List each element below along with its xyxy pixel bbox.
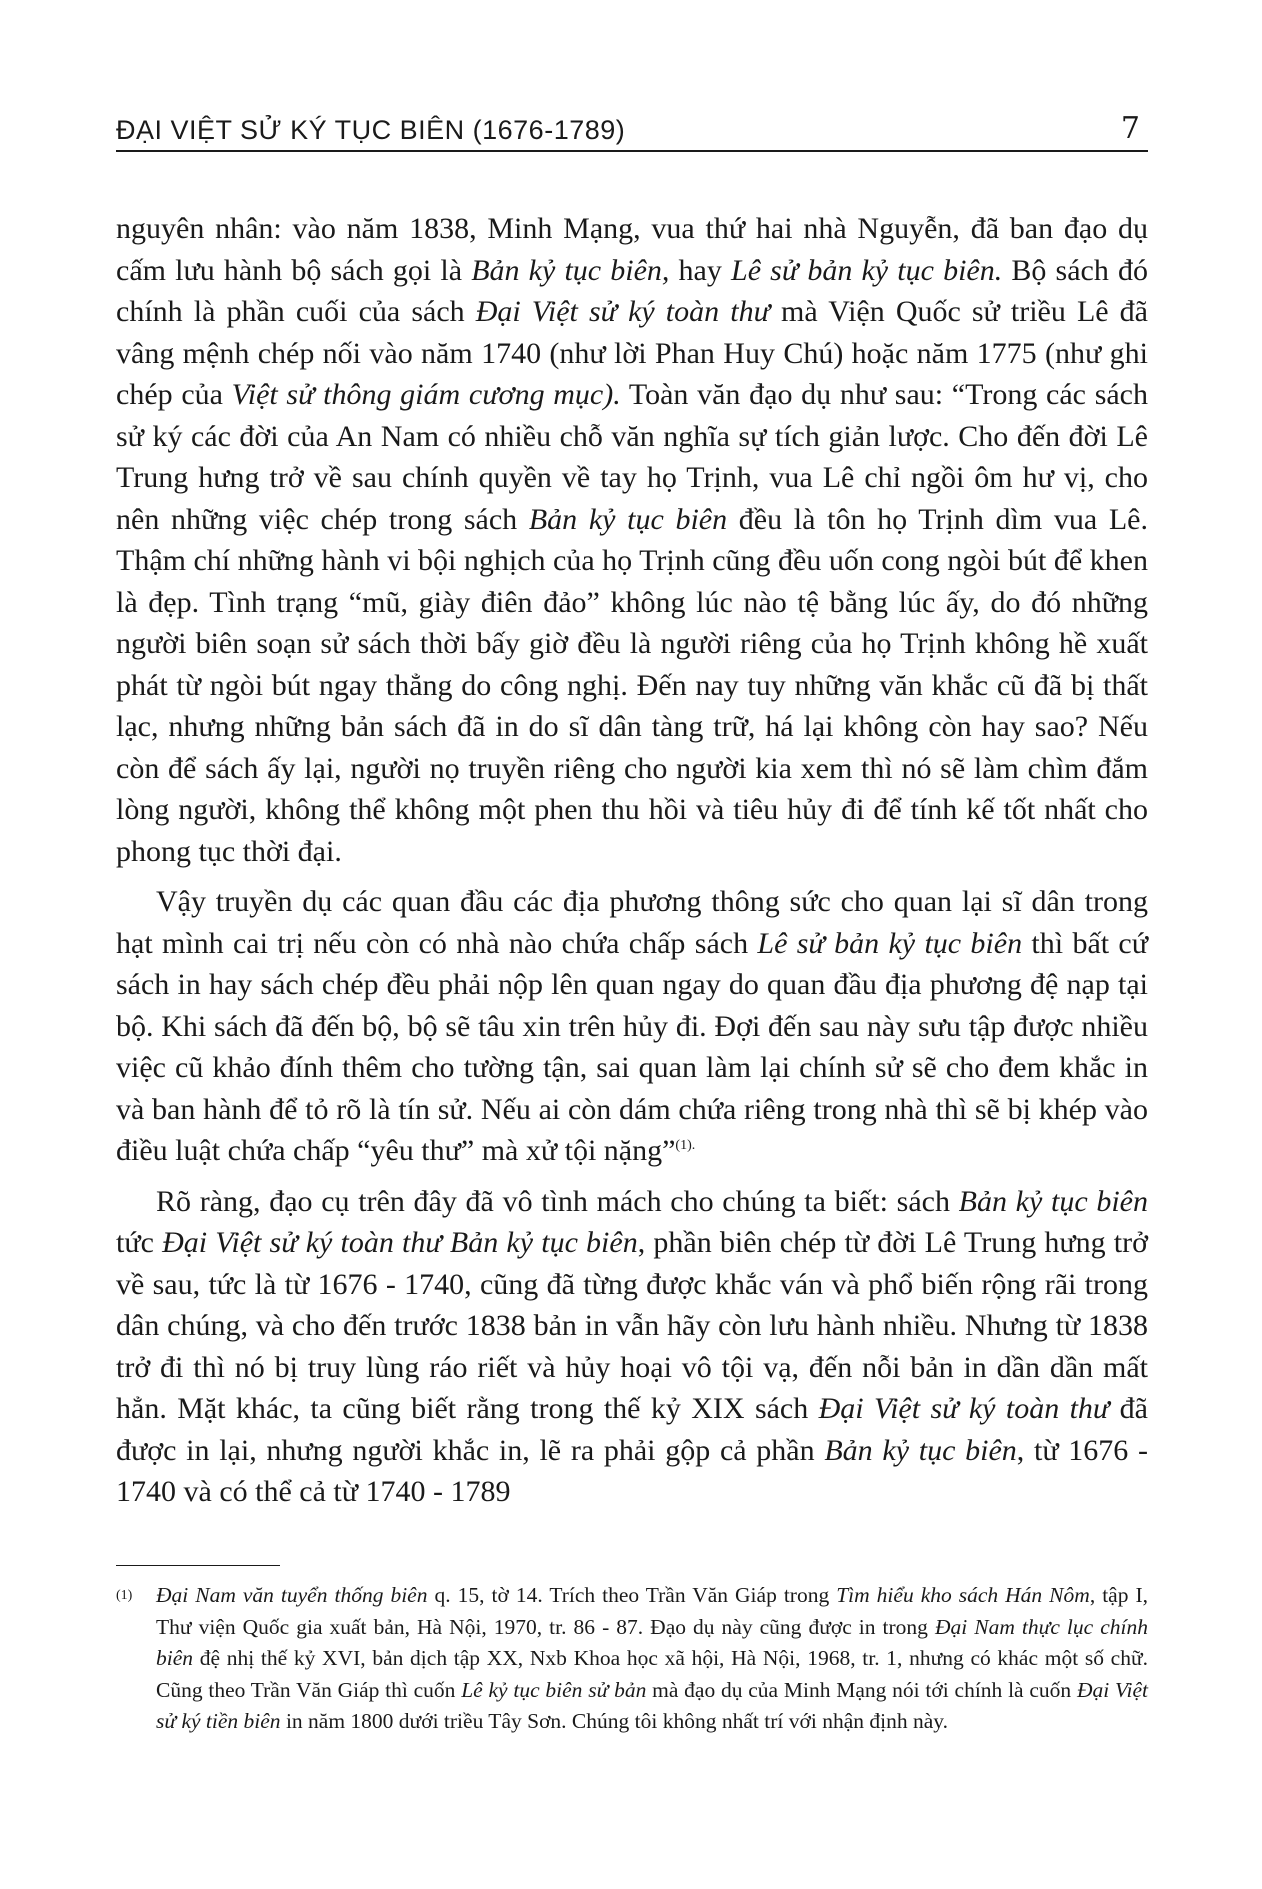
header-title: ĐẠI VIỆT SỬ KÝ TỤC BIÊN (1676-1789) xyxy=(116,115,626,145)
italic-title: Việt sử thông giám cương mục). xyxy=(231,378,621,411)
italic-title: Đại Nam thực lục chính biên xyxy=(156,1614,1148,1670)
paragraph: nguyên nhân: vào năm 1838, Minh Mạng, vua thứ hai nhà Nguyễn, đã ban đạo dụ cấm lưu hành bộ sách gọi là Bản kỷ tục biên, hay Lê sử bản kỷ tục biên. Bộ sách đó chính là phần cuối của sách Đại Việt sử ký toàn thư mà Viện Quốc sử triều Lê đã vâng mệnh chép nối vào năm 1740 (như lời Phan Huy Chú) hoặc năm 1775 (như ghi chép của Việt sử thông giám cương mục). Toàn văn đạo dụ như sau: “Trong các sách sử ký các đời của An Nam có nhiều chỗ văn nghĩa sự tích giản lược. Cho đến đời Lê Trung hưng trở về sau chính quyền về tay họ Trịnh, vua Lê chỉ ngồi ôm hư vị, cho nên những việc chép trong sách Bản kỷ tục biên đều là tôn họ Trịnh dìm vua Lê. Thậm chí những hành vi bội nghịch của họ Trịnh cũng đều uốn cong ngòi bút để khen là đẹp. Tình trạng “mũ, giày điên đảo” không lúc nào tệ bằng lúc ấy, do đó những người biên soạn sử sách thời bấy giờ đều là người riêng của họ Trịnh không hề xuất phát từ ngòi bút ngay thẳng do công nghị. Đến nay tuy những văn khắc cũ đã bị thất lạc, nhưng những bản sách đã in do sĩ dân tàng trữ, há lại không còn hay sao? Nếu còn để sách ấy lại, người nọ truyền riêng cho người kia xem thì nó sẽ làm chìm đắm lòng người, không thể không một phen thu hồi và tiêu hủy đi để tính kế tốt nhất cho phong tục thời đại. xyxy=(116,212,1149,868)
footnote-mark: (1) xyxy=(116,1588,133,1603)
footnote-text: Đại Nam văn tuyển thống biên q. 15, tờ 14. Trích theo Trần Văn Giáp trong Tìm hiểu kho sách Hán Nôm, tập I, Thư viện Quốc gia xuất bản, Hà Nội, 1970, tr. 86 - 87. Đạo dụ này cũng được in trong Đại Nam thực lục chính biên đệ nhị thế kỷ XVI, bản dịch tập XX, Nxb Khoa học xã hội, Hà Nội, 1968, tr. 1, nhưng có khác một số chữ. Cũng theo Trần Văn Giáp thì cuốn Lê kỷ tục biên sử bản mà đạo dụ của Minh Mạng nói tới chính là cuốn Đại Việt sử ký tiền biên in năm 1800 dưới triều Tây Sơn. Chúng tôi không nhất trí với nhận định này. xyxy=(156,1583,1148,1733)
italic-title: Đại Việt sử ký tiền biên xyxy=(156,1677,1148,1733)
italic-title: Lê sử bản kỷ tục biên xyxy=(757,926,1023,960)
italic-title: Bản kỷ tục biên xyxy=(958,1184,1148,1218)
footnote-divider xyxy=(116,1565,280,1566)
page xyxy=(116,100,1148,1522)
running-header xyxy=(116,100,1148,152)
italic-title: Lê kỷ tục biên sử bản xyxy=(461,1677,647,1702)
footnote-reference[interactable]: (1). xyxy=(675,1138,696,1153)
body-text xyxy=(116,208,1148,1513)
page-number: 7 xyxy=(1120,111,1140,146)
paragraph: Vậy truyền dụ các quan đầu các địa phương thông sức cho quan lại sĩ dân trong hạt mình cai trị nếu còn có nhà nào chứa chấp sách Lê sử bản kỷ tục biên thì bất cứ sách in hay sách chép đều phải nộp lên quan ngay do quan đầu địa phương đệ nạp tại bộ. Khi sách đã đến bộ, bộ sẽ tâu xin trên hủy đi. Đợi đến sau này sưu tập được nhiều việc cũ khảo đính thêm cho tường tận, sai quan làm lại chính sử sẽ cho đem khắc in và ban hành để tỏ rõ là tín sử. Nếu ai còn dám chứa riêng trong nhà thì sẽ bị khép vào điều luật chứa chấp “yêu thư” mà xử tội nặng”$^{(1).}$ xyxy=(116,885,1149,1167)
italic-title: Bản kỷ tục biên, xyxy=(471,253,670,287)
italic-title: Đại Việt sử ký toàn thư xyxy=(475,295,770,328)
italic-title: Đại Việt sử ký toàn thư Bản kỷ tục biên xyxy=(162,1226,638,1259)
footnote xyxy=(116,1580,1148,1738)
italic-title: Tìm hiểu kho sách Hán Nôm xyxy=(836,1583,1090,1607)
italic-title: Đại Nam văn tuyển thống biên xyxy=(156,1583,428,1607)
italic-title: Lê sử bản kỷ tục biên. xyxy=(731,253,1003,287)
italic-title: Đại Việt sử ký toàn thư xyxy=(818,1392,1110,1425)
italic-title: Bản kỷ tục biên xyxy=(528,502,728,536)
paragraph: Rõ ràng, đạo cụ trên đây đã vô tình mách cho chúng ta biết: sách Bản kỷ tục biên tức Đại Việt sử ký toàn thư Bản kỷ tục biên, phần biên chép từ đời Lê Trung hưng trở về sau, tức là từ 1676 - 1740, cũng đã từng được khắc ván và phổ biến rộng rãi trong dân chúng, và cho đến trước 1838 bản in vẫn hãy còn lưu hành nhiều. Nhưng từ 1838 trở đi thì nó bị truy lùng ráo riết và hủy hoại vô tội vạ, đến nỗi bản in dần dần mất hẳn. Mặt khác, ta cũng biết rằng trong thế kỷ XIX sách Đại Việt sử ký toàn thư đã được in lại, nhưng người khắc in, lẽ ra phải gộp cả phần Bản kỷ tục biên, từ 1676 - 1740 và có thể cả từ 1740 - 1789 xyxy=(116,1184,1149,1508)
italic-title: Bản kỷ tục biên xyxy=(824,1433,1017,1467)
